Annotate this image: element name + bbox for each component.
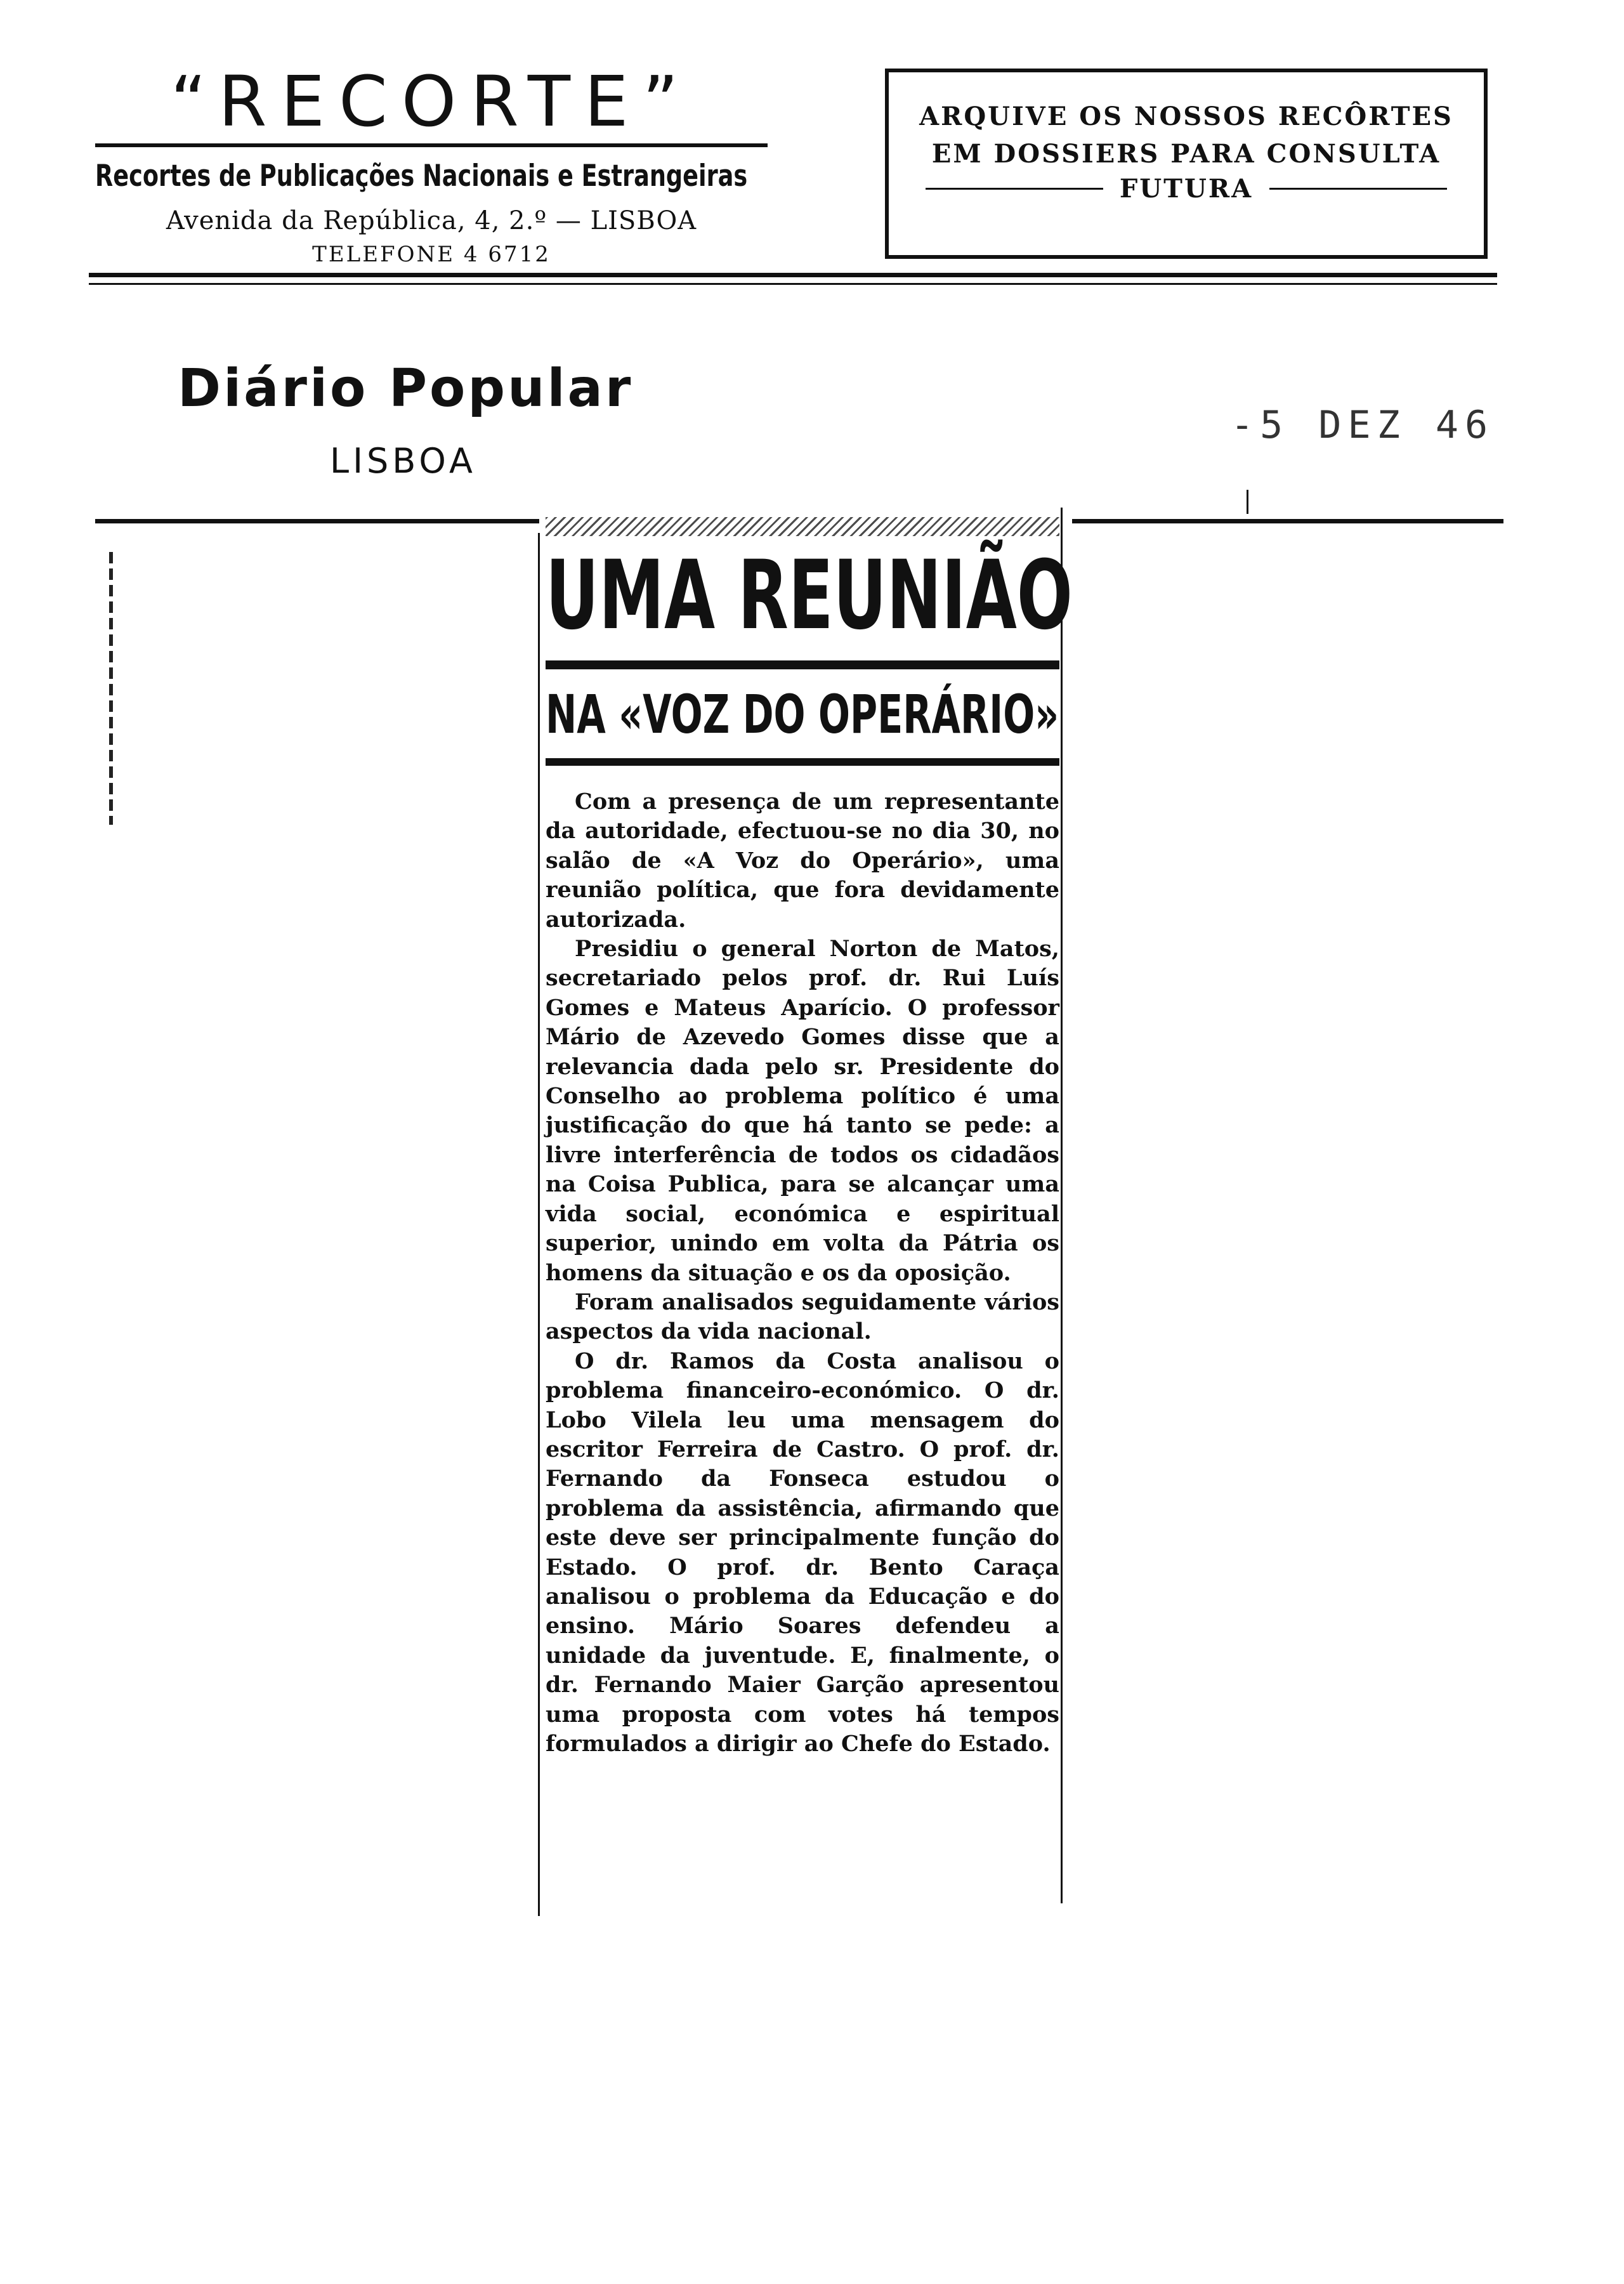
- agency-address: Avenida da República, 4, 2.º — LISBOA: [166, 206, 697, 235]
- article-body: [546, 787, 1059, 1759]
- header-rule-thin: [89, 283, 1497, 285]
- newspaper-name: Diário Popular: [178, 358, 634, 419]
- subheadline-rule: [546, 758, 1059, 766]
- agency-header: [95, 63, 768, 267]
- notice-dash-right: [1269, 188, 1447, 190]
- article-headline: UMA REUNIÃO: [546, 541, 1073, 651]
- archive-notice-box: [885, 69, 1488, 259]
- agency-rule: [95, 143, 768, 147]
- article-subheadline: NA «VOZ DO OPERÁRIO»: [546, 683, 1059, 745]
- column-rule-left: [538, 533, 540, 1916]
- article-paragraph: Com a presença de um representante da autoridade, efectuou-se no dia 30, no salão de «A Voz do Operário», uma reunião política, que fora devidamente autorizada.: [546, 789, 1059, 933]
- margin-pencil-mark: [109, 552, 113, 825]
- article: [546, 517, 1073, 1759]
- notice-line-1: ARQUIVE OS NOSSOS RECÔRTES: [919, 102, 1453, 131]
- notice-line-3: [889, 174, 1484, 204]
- headline-rule: [546, 660, 1059, 669]
- agency-subtitle: Recortes de Publicações Nacionais e Estrangeiras: [95, 159, 748, 194]
- notice-line-2: EM DOSSIERS PARA CONSULTA: [931, 139, 1441, 169]
- agency-phone: TELEFONE 4 6712: [312, 242, 551, 267]
- wavy-top-border: [546, 517, 1059, 536]
- section-rule-right: [1072, 519, 1503, 523]
- pencil-tick-mark: [1247, 490, 1248, 514]
- section-rule-left: [95, 519, 539, 523]
- agency-name: “RECORTE”: [170, 61, 693, 142]
- notice-dash-left: [926, 188, 1103, 190]
- notice-line-3-text: FUTURA: [1119, 174, 1254, 204]
- header-rule-thick: [89, 273, 1497, 277]
- column-rule-right: [1061, 508, 1063, 1903]
- date-stamp: -5 DEZ 46: [1231, 403, 1495, 447]
- article-paragraph: Presidiu o general Norton de Matos, secretariado pelos prof. dr. Rui Luís Gomes e Mateus Aparício. O professor Mário de Azevedo Gomes disse que a relevancia dada pelo sr. Presidente do Conselho ao problema político é uma justificação do que há tanto se pede: a livre interferência de todos os cidadãos na Coisa Publica, para se alcançar uma vida social, económica e espiritual superior, unindo em volta da Pátria os homens da situação e os da oposição.: [546, 936, 1059, 1286]
- article-paragraph: O dr. Ramos da Costa analisou o problema financeiro-económico. O dr. Lobo Vilela leu uma mensagem do escritor Ferreira de Castro. O prof. dr. Fernando da Fonseca estudou o problema da assistência, afirmando que este deve ser principalmente função do Estado. O prof. dr. Bento Caraça analisou o problema da Educação e do ensino. Mário Soares defendeu a unidade da juventude. E, finalmente, o dr. Fernando Maier Garção apresentou uma proposta com votes há tempos formulados a dirigir ao Chefe do Estado.: [546, 1348, 1059, 1757]
- newspaper-city: LISBOA: [330, 441, 476, 481]
- article-paragraph: Foram analisados seguidamente vários aspectos da vida nacional.: [546, 1289, 1059, 1345]
